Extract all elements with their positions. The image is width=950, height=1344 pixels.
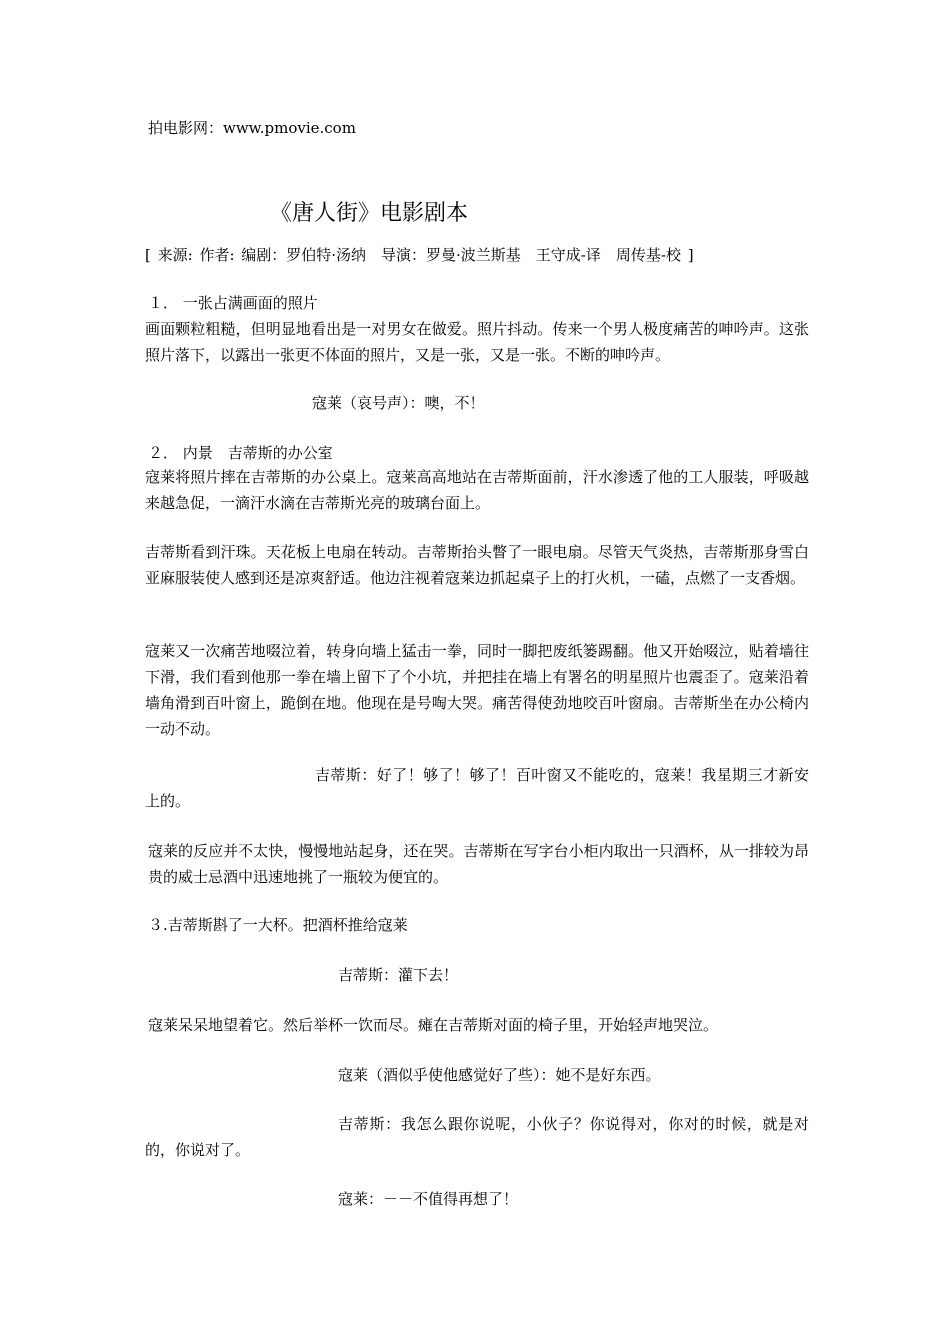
- scene-2-paragraph-3: 寇莱又一次痛苦地啜泣着，转身向墙上猛击一拳，同时一脚把废纸篓踢翻。他又开始啜泣，贴着墙往下滑，我们看到他那一拳在墙上留下了个小坑，并把挂在墙上有署名的明星照片也震歪了。寇莱沿着墙角滑到百叶窗上，跪倒在地。他现在是号啕大哭。痛苦得使劲地咬百叶窗扇。吉蒂斯坐在办公椅内一动不动。: [145, 642, 809, 738]
- scene-3-dialogue-1: 吉蒂斯：灌下去！: [338, 966, 459, 984]
- scene-3-dialogue-4: 寇莱：－－不值得再想了！: [338, 1190, 519, 1208]
- scene-3-heading: ３.吉蒂斯斟了一大杯。把酒杯推给寇莱: [148, 916, 408, 934]
- source-line: [ 来源: 作者: 编剧：罗伯特·汤纳 导演：罗曼·波兰斯基 王守成-译 周传基-校 ]: [145, 246, 694, 264]
- site-header: 拍电影网：www.pmovie.com: [148, 119, 356, 137]
- scene-2-paragraph-4: 寇莱的反应并不太快，慢慢地站起身，还在哭。吉蒂斯在写字台小柜内取出一只酒杯，从一排较为昂贵的威士忌酒中迅速地挑了一瓶较为便宜的。: [148, 842, 809, 886]
- scene-3-dialogue-2: 寇莱（酒似乎使他感觉好了些）：她不是好东西。: [338, 1066, 661, 1084]
- scene-3-paragraph-1: 寇莱呆呆地望着它。然后举杯一饮而尽。瘫在吉蒂斯对面的椅子里，开始轻声地哭泣。: [148, 1016, 719, 1034]
- scene-2-heading: ２． 内景 吉蒂斯的办公室: [148, 444, 333, 462]
- scene-2-paragraph-1: 寇莱将照片摔在吉蒂斯的办公桌上。寇莱高高地站在吉蒂斯面前，汗水渗透了他的工人服装，呼吸越来越急促，一滴汗水滴在吉蒂斯光亮的玻璃台面上。: [145, 468, 809, 512]
- document-title: 《唐人街》电影剧本: [270, 201, 469, 226]
- scene-1-heading: １． 一张占满画面的照片: [148, 294, 318, 312]
- scene-1-paragraph: 画面颗粒粗糙，但明显地看出是一对男女在做爱。照片抖动。传来一个男人极度痛苦的呻吟声。这张照片落下，以露出一张更不体面的照片，又是一张，又是一张。不断的呻吟声。: [145, 320, 809, 364]
- scene-3-dialogue-3: 吉蒂斯：我怎么跟你说呢，小伙子？你说得对，你对的时候，就是对的，你说对了。: [145, 1115, 809, 1159]
- scene-2-paragraph-2: 吉蒂斯看到汗珠。天花板上电扇在转动。吉蒂斯抬头瞥了一眼电扇。尽管天气炎热，吉蒂斯那身雪白亚麻服装使人感到还是凉爽舒适。他边注视着寇莱边抓起桌子上的打火机，一磕，点燃了一支香烟。: [145, 543, 809, 587]
- scene-2-dialogue: 吉蒂斯：好了！够了！够了！百叶窗又不能吃的，寇莱！我星期三才新安上的。: [145, 766, 809, 810]
- scene-1-dialogue: 寇莱（哀号声）：噢，不！: [312, 394, 485, 412]
